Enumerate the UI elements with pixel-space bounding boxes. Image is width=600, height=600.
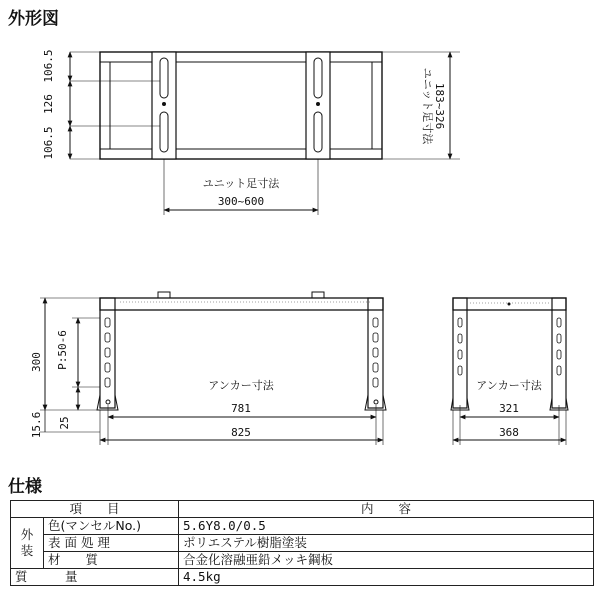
spec-value-mass: 4.5kg bbox=[179, 569, 594, 586]
spec-item-mass: 質 量 bbox=[11, 569, 179, 586]
front-anchor-label: アンカー寸法 bbox=[208, 379, 274, 392]
spec-row-color bbox=[11, 518, 594, 535]
dim-top-a: 106.5 bbox=[42, 49, 55, 83]
front-top-rail bbox=[100, 298, 383, 310]
spec-header-content: 内 容 bbox=[179, 501, 594, 518]
spec-item-finish: 表 面 処 理 bbox=[44, 535, 179, 552]
dim-front-height: 300 bbox=[30, 352, 43, 372]
spec-row-material bbox=[11, 552, 594, 569]
spec-header-item: 項 目 bbox=[11, 501, 179, 518]
spec-value-material: 合金化溶融亜鉛メッキ鋼板 bbox=[179, 552, 594, 569]
spec-item-material: 材 質 bbox=[44, 552, 179, 569]
front-left-leg bbox=[100, 298, 115, 408]
side-view bbox=[451, 298, 568, 445]
top-view-frame-outer bbox=[100, 52, 382, 159]
dim-top-b: 126 bbox=[42, 94, 55, 114]
spec-value-color: 5.6Y8.0/0.5 bbox=[179, 518, 594, 535]
spec-row-mass bbox=[11, 569, 594, 586]
side-right-leg bbox=[552, 298, 566, 408]
spec-header-row bbox=[11, 501, 594, 518]
unit-foot-h-label: ユニット足寸法 bbox=[202, 177, 280, 190]
outline-heading: 外形図 bbox=[8, 9, 59, 29]
dim-top-c: 106.5 bbox=[42, 126, 55, 160]
unit-foot-h-value: 300~600 bbox=[217, 195, 265, 208]
spec-table bbox=[10, 500, 594, 586]
side-left-leg bbox=[453, 298, 467, 408]
front-anchor-value: 781 bbox=[231, 402, 251, 415]
spec-row-finish bbox=[11, 535, 594, 552]
spec-heading: 仕様 bbox=[8, 477, 42, 497]
dim-front-pitch: P:50-6 bbox=[56, 330, 69, 370]
front-view bbox=[40, 292, 386, 445]
spec-item-color: 色(マンセルNo.) bbox=[44, 518, 179, 535]
dim-front-d1: 25 bbox=[58, 416, 71, 430]
unit-foot-v-value: 183~326 bbox=[433, 82, 446, 130]
unit-foot-v-label: ユニット足寸法 bbox=[421, 67, 434, 145]
spec-value-finish: ポリエステル樹脂塗装 bbox=[179, 535, 594, 552]
top-view bbox=[70, 52, 460, 215]
front-right-leg bbox=[368, 298, 383, 408]
front-width: 825 bbox=[231, 426, 251, 439]
side-anchor-label: アンカー寸法 bbox=[476, 379, 542, 392]
dim-front-d2: 15.6 bbox=[30, 411, 43, 439]
top-view-frame-inner bbox=[110, 62, 372, 149]
side-anchor-value: 321 bbox=[499, 402, 519, 415]
side-width: 368 bbox=[499, 426, 519, 439]
spec-group-label: 外装 bbox=[11, 518, 44, 569]
